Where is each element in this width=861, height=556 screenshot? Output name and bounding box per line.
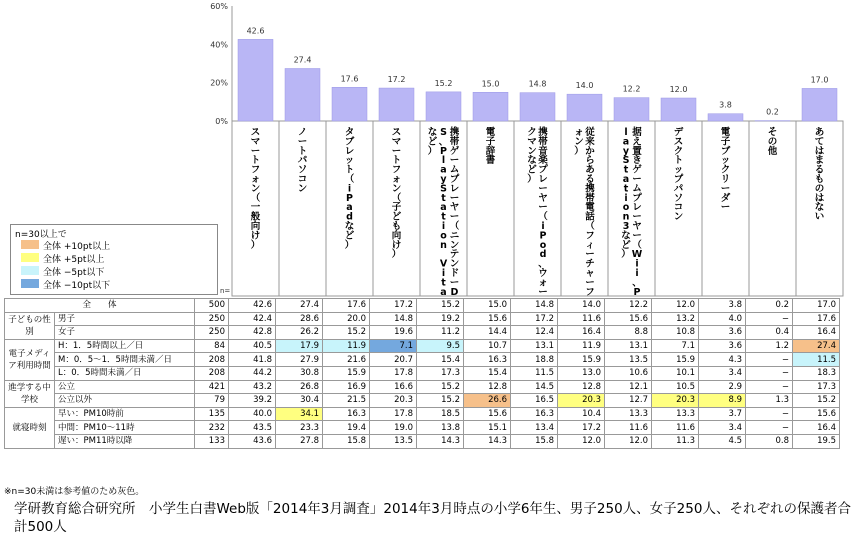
table-cell: 21.5 <box>323 394 370 408</box>
table-cell: 26.2 <box>276 326 323 340</box>
data-label: 14.8 <box>528 79 547 89</box>
row-label: 早い：PM10時前 <box>55 407 195 421</box>
table-cell: 12.1 <box>605 380 652 394</box>
table-cell: 12.0 <box>652 299 699 313</box>
legend-swatch-orange <box>21 240 39 249</box>
legend-swatch-yellow <box>21 253 39 262</box>
table-cell: 15.6 <box>793 407 840 421</box>
legend-swatch-cyan <box>21 266 39 275</box>
legend-label: 全体 −5pt以下 <box>43 268 105 278</box>
table-cell: 10.5 <box>652 380 699 394</box>
table-cell: 7.1 <box>370 339 417 353</box>
table-cell: 21.6 <box>323 353 370 367</box>
table-cell: 15.1 <box>464 421 511 435</box>
table-cell: 39.2 <box>229 394 276 408</box>
table-row <box>5 421 840 435</box>
table-cell: 15.8 <box>511 434 558 448</box>
legend-item <box>21 278 201 289</box>
table-cell: 12.8 <box>464 380 511 394</box>
bar <box>661 98 696 121</box>
table-cell: 19.6 <box>370 326 417 340</box>
table-cell: 13.1 <box>605 339 652 353</box>
table-cell: 13.4 <box>511 421 558 435</box>
bar <box>567 94 602 121</box>
row-n: 250 <box>195 312 229 326</box>
table-cell: 15.2 <box>793 394 840 408</box>
category-label: スマートフォン（子ども向け） <box>391 127 402 261</box>
table-cell: 11.6 <box>558 312 605 326</box>
table-cell: 14.3 <box>464 434 511 448</box>
source-text: 学研教育総合研究所 小学生白書Web版「2014年3月調査」2014年3月時点の小学6年生、男子250人、女子250人、それぞれの保護者合計500人 <box>14 501 851 535</box>
legend-swatch-blue <box>21 279 39 288</box>
table-cell: 15.9 <box>558 353 605 367</box>
row-n: 250 <box>195 326 229 340</box>
table-cell: 13.1 <box>511 339 558 353</box>
table-cell: 9.5 <box>417 339 464 353</box>
data-label: 42.6 <box>246 26 265 36</box>
table-cell: − <box>746 312 793 326</box>
table-cell: 15.6 <box>464 407 511 421</box>
table-row <box>5 299 840 313</box>
data-label: 15.2 <box>434 78 453 88</box>
table-cell: 15.2 <box>417 299 464 313</box>
table-cell: 11.3 <box>652 434 699 448</box>
table-row <box>5 434 840 448</box>
table-cell: 19.2 <box>417 312 464 326</box>
table-cell: 17.8 <box>370 366 417 380</box>
n-header: n= <box>220 287 231 295</box>
table-cell: − <box>746 366 793 380</box>
table-cell: 43.6 <box>229 434 276 448</box>
legend-item <box>21 265 201 276</box>
table-cell: 13.3 <box>605 407 652 421</box>
row-label: 全 体 <box>5 299 195 313</box>
table-cell: − <box>746 353 793 367</box>
category-label: 電子ブックリーダー <box>720 127 731 214</box>
table-cell: 10.1 <box>652 366 699 380</box>
table-cell: 14.0 <box>558 299 605 313</box>
table-cell: 15.2 <box>417 380 464 394</box>
table-cell: 20.3 <box>652 394 699 408</box>
table-cell: 4.3 <box>699 353 746 367</box>
table-cell: 13.3 <box>652 407 699 421</box>
row-n: 208 <box>195 366 229 380</box>
table-cell: 17.6 <box>323 299 370 313</box>
table-row <box>5 394 840 408</box>
table-cell: 40.0 <box>229 407 276 421</box>
y-tick-label: 0% <box>215 117 228 126</box>
table-cell: 42.6 <box>229 299 276 313</box>
category-label: スマートフォン（一般向け） <box>250 127 261 251</box>
bar <box>285 68 320 121</box>
legend-item <box>21 252 201 263</box>
category-label: あてはまるものはない <box>814 127 825 223</box>
table-cell: 30.4 <box>276 394 323 408</box>
data-label: 15.0 <box>481 79 500 89</box>
table-cell: 19.5 <box>793 434 840 448</box>
table-cell: 26.6 <box>464 394 511 408</box>
row-label: 男子 <box>55 312 195 326</box>
bar <box>238 39 273 121</box>
table-cell: 11.5 <box>793 353 840 367</box>
data-label: 17.6 <box>340 74 359 84</box>
table-cell: 27.4 <box>276 299 323 313</box>
table-cell: 16.4 <box>793 421 840 435</box>
table-cell: 3.4 <box>699 366 746 380</box>
table-cell: 17.9 <box>276 339 323 353</box>
table-cell: 3.4 <box>699 421 746 435</box>
row-n: 232 <box>195 421 229 435</box>
table-cell: 13.0 <box>558 366 605 380</box>
bar <box>614 98 649 121</box>
table-cell: 42.8 <box>229 326 276 340</box>
table-cell: 14.5 <box>511 380 558 394</box>
row-n: 84 <box>195 339 229 353</box>
bar <box>332 87 367 121</box>
row-n: 135 <box>195 407 229 421</box>
table-cell: 3.6 <box>699 326 746 340</box>
table-cell: 2.9 <box>699 380 746 394</box>
table-cell: 20.7 <box>370 353 417 367</box>
table-cell: 34.1 <box>276 407 323 421</box>
table-cell: 8.8 <box>605 326 652 340</box>
row-n: 79 <box>195 394 229 408</box>
legend-label: 全体 +5pt以上 <box>43 255 105 265</box>
table-cell: 43.5 <box>229 421 276 435</box>
table-cell: 14.8 <box>511 299 558 313</box>
row-label: M：0．5～1．5時間未満／日 <box>55 353 195 367</box>
table-cell: 15.0 <box>464 299 511 313</box>
table-cell: 7.1 <box>652 339 699 353</box>
data-table <box>4 298 840 449</box>
table-cell: 20.3 <box>558 394 605 408</box>
table-cell: 27.9 <box>276 353 323 367</box>
table-cell: 17.3 <box>417 366 464 380</box>
table-cell: − <box>746 421 793 435</box>
table-cell: 17.6 <box>793 312 840 326</box>
table-cell: 12.4 <box>511 326 558 340</box>
table-cell: 17.2 <box>511 312 558 326</box>
table-cell: 26.8 <box>276 380 323 394</box>
table-cell: 17.3 <box>793 380 840 394</box>
table-cell: 20.3 <box>370 394 417 408</box>
table-cell: 16.3 <box>323 407 370 421</box>
data-label: 12.0 <box>669 85 688 94</box>
table-cell: 12.2 <box>605 299 652 313</box>
table-cell: 15.2 <box>323 326 370 340</box>
table-row <box>5 326 840 340</box>
table-row <box>5 366 840 380</box>
row-label: 公立以外 <box>55 394 195 408</box>
bar <box>802 88 837 121</box>
table-row <box>5 339 840 353</box>
table-cell: 15.4 <box>417 353 464 367</box>
bar <box>708 114 743 121</box>
row-label: 中間：PM10～11時 <box>55 421 195 435</box>
table-cell: 15.9 <box>652 353 699 367</box>
table-cell: 8.9 <box>699 394 746 408</box>
table-cell: 16.4 <box>558 326 605 340</box>
table-cell: 23.3 <box>276 421 323 435</box>
row-label: H：1．5時間以上／日 <box>55 339 195 353</box>
table-cell: 16.3 <box>464 353 511 367</box>
table-cell: 12.8 <box>558 380 605 394</box>
table-cell: 16.3 <box>511 407 558 421</box>
table-cell: 20.0 <box>323 312 370 326</box>
table-cell: 4.5 <box>699 434 746 448</box>
table-cell: 18.8 <box>511 353 558 367</box>
table-cell: 17.2 <box>370 299 417 313</box>
category-label: タブレット（ i P a d など） <box>344 127 355 251</box>
table-cell: 13.5 <box>605 353 652 367</box>
table-row <box>5 312 840 326</box>
table-cell: 10.4 <box>558 407 605 421</box>
table-cell: 13.5 <box>370 434 417 448</box>
table-cell: 1.3 <box>746 394 793 408</box>
row-label: 遅い：PM11時以降 <box>55 434 195 448</box>
table-cell: 3.8 <box>699 299 746 313</box>
category-label: 電子辞書 <box>485 127 496 167</box>
row-label: L：0．5時間未満／日 <box>55 366 195 380</box>
table-cell: 18.5 <box>417 407 464 421</box>
table-cell: 10.8 <box>652 326 699 340</box>
table-cell: 0.4 <box>746 326 793 340</box>
data-label: 27.4 <box>293 55 312 65</box>
data-label: 0.2 <box>766 107 779 117</box>
table-cell: 19.0 <box>370 421 417 435</box>
bar <box>473 92 508 121</box>
table-cell: 17.2 <box>558 421 605 435</box>
table-cell: 15.4 <box>464 366 511 380</box>
table-cell: 12.7 <box>605 394 652 408</box>
table-cell: 14.3 <box>417 434 464 448</box>
group-label: 子どもの性別 <box>5 312 55 339</box>
table-cell: 18.3 <box>793 366 840 380</box>
table-cell: 14.8 <box>370 312 417 326</box>
table-row <box>5 353 840 367</box>
y-tick-label: 40% <box>210 40 228 50</box>
legend-label: 全体 −10pt以下 <box>43 281 111 291</box>
table-cell: 15.6 <box>464 312 511 326</box>
category-label: その他 <box>767 127 778 157</box>
row-n: 208 <box>195 353 229 367</box>
table-cell: 42.4 <box>229 312 276 326</box>
table-cell: 30.8 <box>276 366 323 380</box>
table-cell: 0.2 <box>746 299 793 313</box>
table-cell: 3.6 <box>699 339 746 353</box>
data-label: 3.8 <box>719 100 732 110</box>
legend-item <box>21 239 201 250</box>
table-cell: 13.2 <box>652 312 699 326</box>
data-label: 17.0 <box>810 75 829 85</box>
legend-label: 全体 +10pt以上 <box>43 242 111 252</box>
table-cell: 10.7 <box>464 339 511 353</box>
table-cell: 0.8 <box>746 434 793 448</box>
table-cell: 11.6 <box>605 421 652 435</box>
row-n: 500 <box>195 299 229 313</box>
table-cell: − <box>746 380 793 394</box>
bar <box>379 88 414 121</box>
table-cell: 16.6 <box>370 380 417 394</box>
table-cell: 11.5 <box>511 366 558 380</box>
table-cell: 16.5 <box>511 394 558 408</box>
table-cell: 12.0 <box>605 434 652 448</box>
table-cell: 28.6 <box>276 312 323 326</box>
category-label: ノートパソコン <box>297 127 308 195</box>
table-cell: 16.9 <box>323 380 370 394</box>
footnote: ※n=30未満は参考値のため灰色。 <box>4 487 145 497</box>
bar <box>426 92 461 121</box>
table-cell: 40.5 <box>229 339 276 353</box>
row-n: 133 <box>195 434 229 448</box>
bar <box>520 93 555 121</box>
row-n: 421 <box>195 380 229 394</box>
table-cell: 15.8 <box>323 434 370 448</box>
table-cell: − <box>746 407 793 421</box>
table-cell: 15.6 <box>605 312 652 326</box>
y-tick-label: 60% <box>210 2 228 11</box>
category-label: 据え置きゲームプレーヤー（ W i i 、 Pl a y S t a t i o n 3 など） <box>621 127 643 298</box>
table-cell: 27.8 <box>276 434 323 448</box>
table-row <box>5 380 840 394</box>
table-cell: 11.2 <box>417 326 464 340</box>
table-cell: 11.9 <box>323 339 370 353</box>
group-label: 就寝時刻 <box>5 407 55 448</box>
table-cell: 43.2 <box>229 380 276 394</box>
table-cell: 41.8 <box>229 353 276 367</box>
category-label: 携帯音楽プレーヤー（ i P o d 、ウォークマンなど） <box>527 127 548 298</box>
group-label: 進学する中学校 <box>5 380 55 407</box>
legend-title: n=30以上で <box>15 230 67 240</box>
table-cell: 14.4 <box>464 326 511 340</box>
table-cell: 11.9 <box>558 339 605 353</box>
table-cell: 10.6 <box>605 366 652 380</box>
table-cell: 19.4 <box>323 421 370 435</box>
row-label: 公立 <box>55 380 195 394</box>
table-cell: 44.2 <box>229 366 276 380</box>
table-cell: 17.0 <box>793 299 840 313</box>
table-cell: 27.4 <box>793 339 840 353</box>
category-label: 携帯ゲームプレーヤー（ニンテンドー DS 、 P l a y S t a t i o n V i t aなど） <box>427 127 460 298</box>
category-label: 従来からある携帯電話（フィーチャーフォン） <box>574 127 595 298</box>
table-cell: 12.0 <box>558 434 605 448</box>
category-label: デスクトップパソコン <box>673 127 684 223</box>
table-row <box>5 407 840 421</box>
data-label: 12.2 <box>622 84 641 94</box>
table-cell: 17.8 <box>370 407 417 421</box>
row-label: 女子 <box>55 326 195 340</box>
table-cell: 16.4 <box>793 326 840 340</box>
table-cell: 3.7 <box>699 407 746 421</box>
table-cell: 15.2 <box>417 394 464 408</box>
data-label: 17.2 <box>387 75 406 85</box>
group-label: 電子メディア利用時間 <box>5 339 55 380</box>
data-label: 14.0 <box>575 81 594 91</box>
table-cell: 15.9 <box>323 366 370 380</box>
table-cell: 11.6 <box>652 421 699 435</box>
legend <box>10 224 218 295</box>
table-cell: 4.0 <box>699 312 746 326</box>
table-cell: 1.2 <box>746 339 793 353</box>
table-cell: 13.8 <box>417 421 464 435</box>
y-tick-label: 20% <box>210 78 228 88</box>
